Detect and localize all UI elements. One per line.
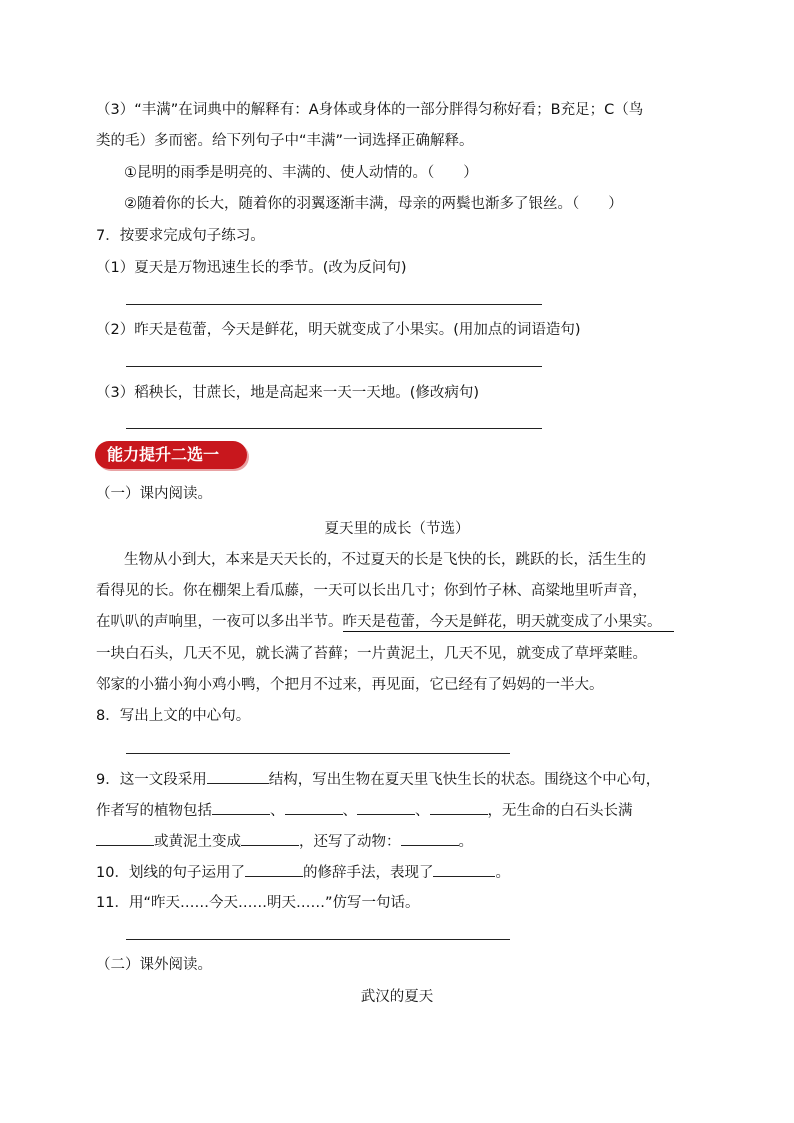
q9-blank-stone[interactable] <box>96 831 154 846</box>
q7-1-answer-line[interactable] <box>126 304 542 305</box>
q10-end: 。 <box>495 865 510 881</box>
q9-line-1 <box>96 769 660 790</box>
q6-3-item2: ②随着你的长大，随着你的羽翼逐渐丰满，母亲的两鬓也渐多了银丝。（ ） <box>124 196 623 212</box>
q10-blank-rhetoric[interactable] <box>245 862 303 877</box>
q7-sentence-3: （3）稻秧长，甘蔗长，地是高起来一天一天地。(修改病句) <box>96 385 480 401</box>
part1-heading: （一）课内阅读。 <box>96 486 212 502</box>
q9-prefix: 9．这一文段采用 <box>96 772 207 788</box>
q9-sep: 、 <box>270 803 285 819</box>
q7-title: 7．按要求完成句子练习。 <box>96 228 265 244</box>
q9-line-2 <box>96 800 633 821</box>
q9-soil-text: 或黄泥土变成 <box>154 834 241 850</box>
q6-3-line1: （3）“丰满”在词典中的解释有：A身体或身体的一部分胖得匀称好看；B充足；C（鸟 <box>96 102 644 118</box>
q8-answer-line[interactable] <box>126 753 510 754</box>
section-badge: 能力提升二选一 <box>95 441 247 469</box>
q6-3-line2: 类的毛）多而密。给下列句子中“丰满”一词选择正确解释。 <box>96 133 474 149</box>
q9-plants-prefix: 作者写的植物包括 <box>96 803 212 819</box>
passage-line-5: 邻家的小猫小狗小鸡小鸭，个把月不过来，再见面，它已经有了妈妈的一半大。 <box>96 677 604 693</box>
q10-line <box>96 862 510 883</box>
q9-blank-structure[interactable] <box>207 769 269 784</box>
q10-middle: 的修辞手法，表现了 <box>302 865 434 881</box>
passage-line-3 <box>96 612 674 632</box>
q11-answer-line[interactable] <box>126 939 510 940</box>
q7-sentence-1: （1）夏天是万物迅速生长的季节。(改为反问句) <box>96 260 407 276</box>
q9-blank-plant-4[interactable] <box>430 800 488 815</box>
q9-sep: 、 <box>415 803 430 819</box>
q7-3-answer-line[interactable] <box>126 428 542 429</box>
part2-title: 武汉的夏天 <box>360 989 434 1005</box>
q9-blank-soil[interactable] <box>241 831 299 846</box>
q11-text: 11．用“昨天……今天……明天……”仿写一句话。 <box>96 895 420 911</box>
passage-line-4: 一块白石头，几天不见，就长满了苔藓；一片黄泥土，几天不见，就变成了草坪菜畦。 <box>96 646 647 662</box>
q9-animal-text: ，还写了动物： <box>299 834 401 850</box>
q8-text: 8．写出上文的中心句。 <box>96 708 251 724</box>
q9-blank-plant-1[interactable] <box>212 800 270 815</box>
part1-title: 夏天里的成长（节选） <box>324 521 470 537</box>
passage-line-1: 生物从小到大，本来是天天长的，不过夏天的长是飞快的长，跳跃的长，活生生的 <box>124 552 646 568</box>
q9-line-3 <box>96 831 473 852</box>
passage-line-2: 看得见的长。你在棚架上看瓜藤，一天可以长出几寸；你到竹子林、高粱地里听声音， <box>96 583 647 599</box>
q7-2-answer-line[interactable] <box>126 366 542 367</box>
passage-line-3-text: 在叭叭的声响里，一夜可以多出半节。 <box>96 614 343 630</box>
q9-blank-plant-2[interactable] <box>285 800 343 815</box>
q9-blank-animal[interactable] <box>401 831 459 846</box>
q9-blank-plant-3[interactable] <box>357 800 415 815</box>
q9-stone-text: ，无生命的白石头长满 <box>487 803 633 819</box>
q9-sep: 、 <box>342 803 357 819</box>
q7-sentence-2: （2）昨天是苞蕾，今天是鲜花，明天就变成了小果实。(用加点的词语造句) <box>96 322 581 338</box>
part2-heading: （二）课外阅读。 <box>96 957 212 973</box>
q9-line1-rest: 结构，写出生物在夏天里飞快生长的状态。围绕这个中心句， <box>268 772 661 788</box>
q10-prefix: 10．划线的句子运用了 <box>96 865 245 881</box>
q9-end: 。 <box>458 834 473 850</box>
q10-blank-effect[interactable] <box>433 862 495 877</box>
q6-3-item1: ①昆明的雨季是明亮的、丰满的、使人动情的。（ ） <box>124 165 478 181</box>
underlined-sentence: 昨天是苞蕾，今天是鲜花，明天就变成了小果实。 <box>343 614 674 632</box>
